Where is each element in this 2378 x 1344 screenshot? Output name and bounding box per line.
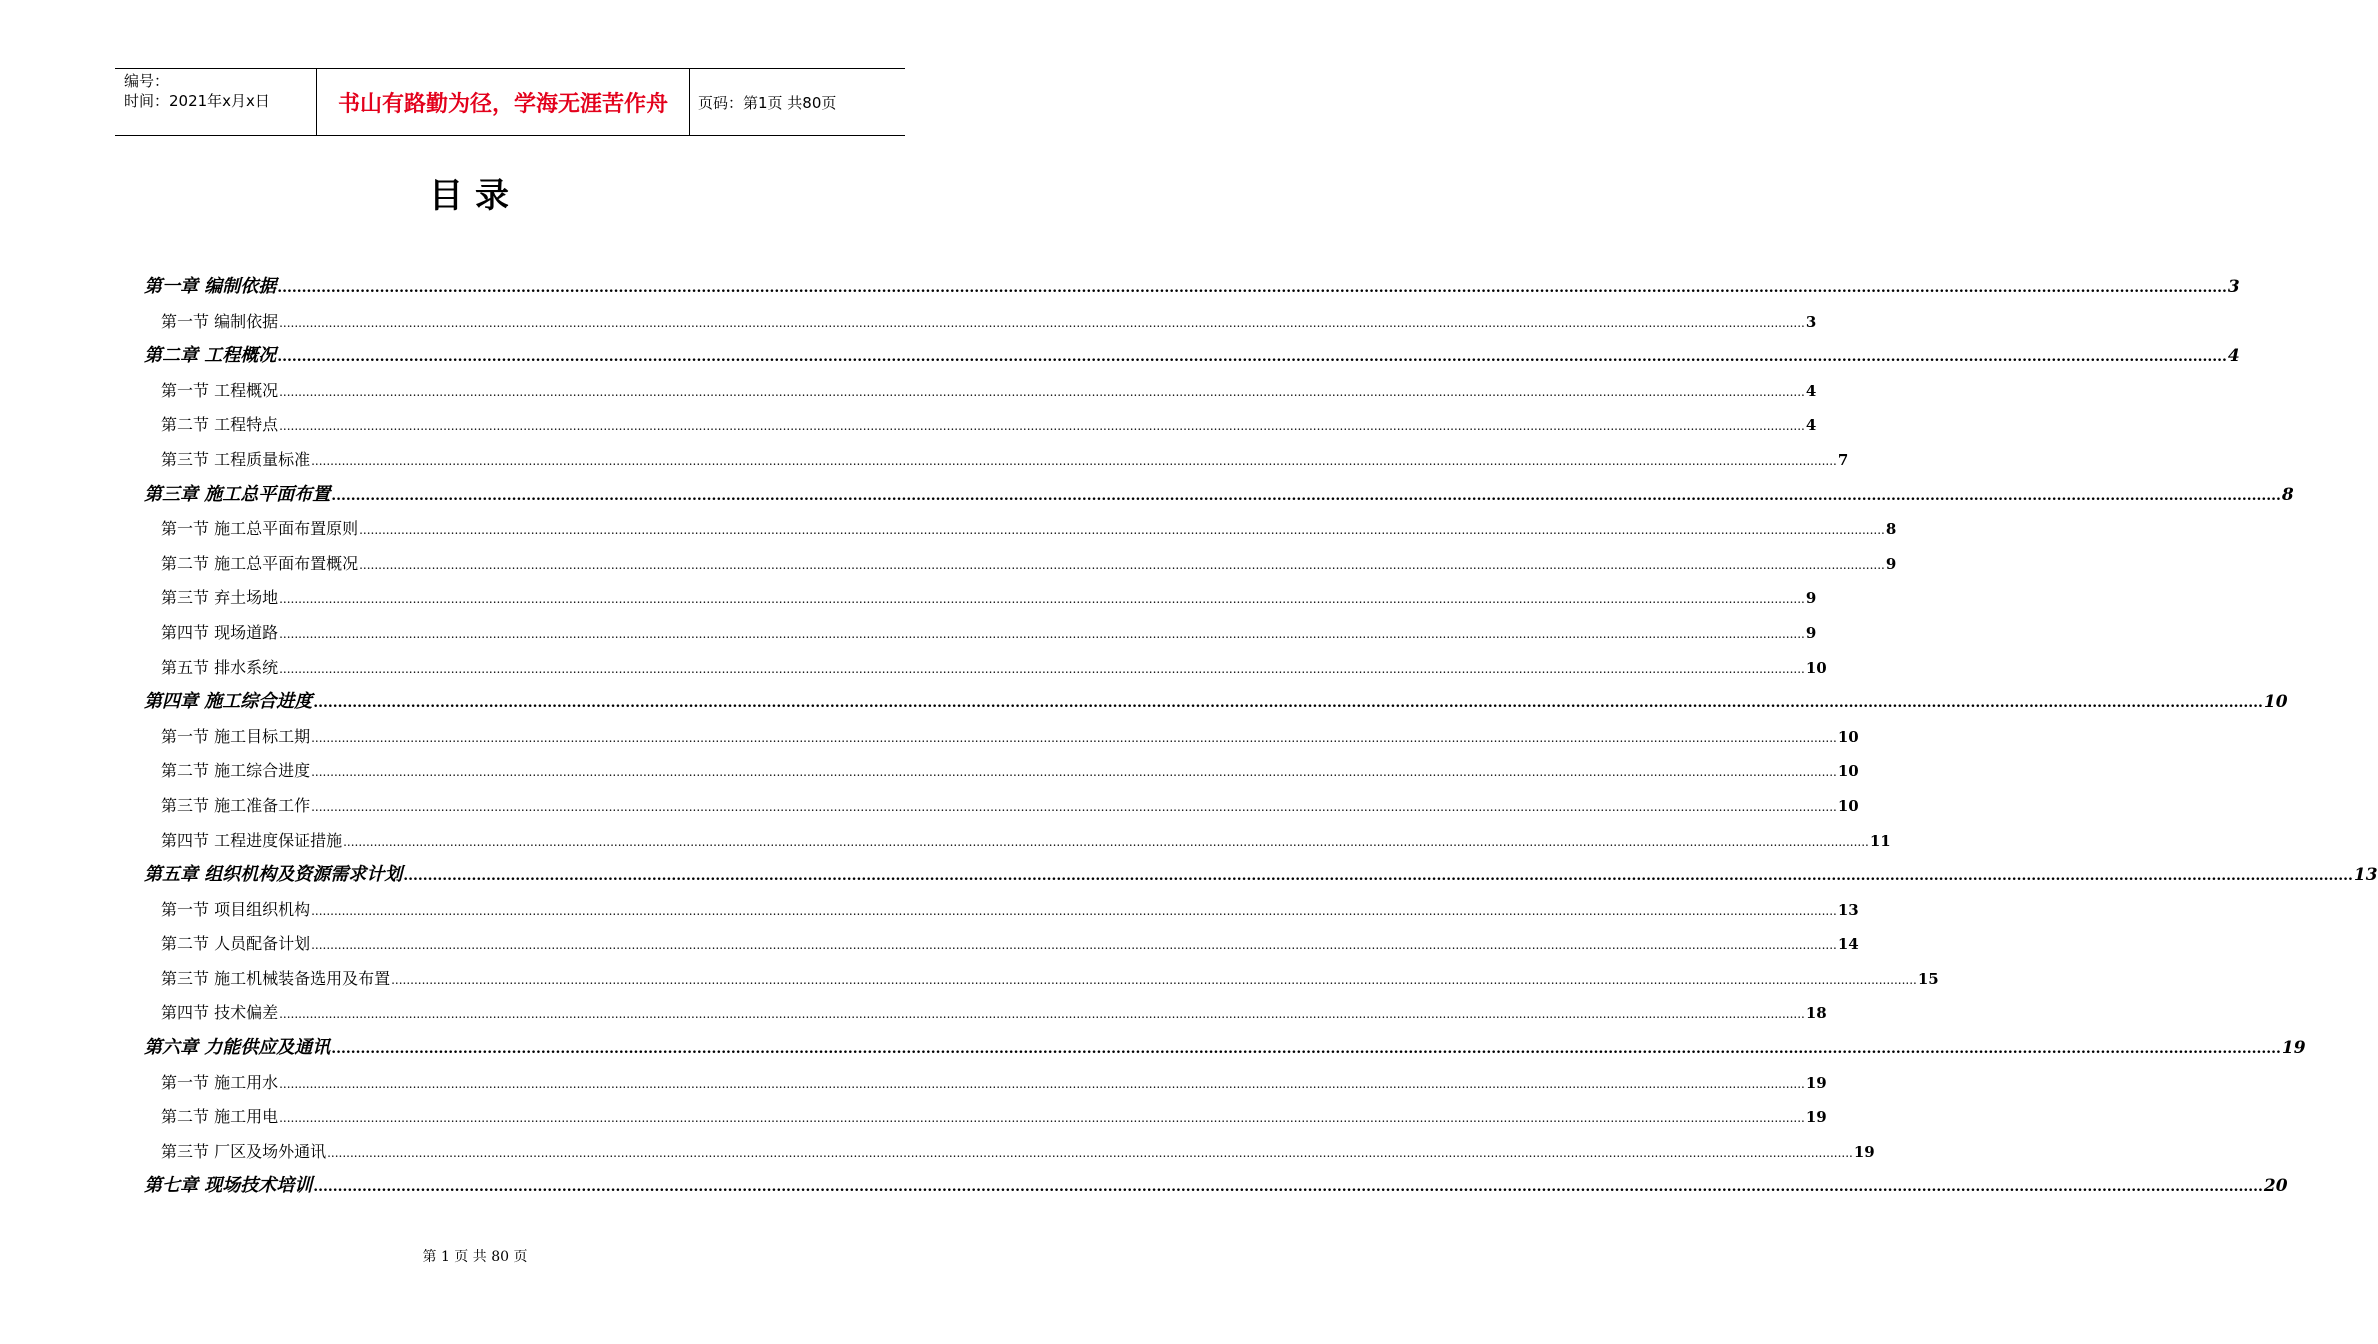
toc-entry-page-number: 11	[1869, 831, 1891, 850]
toc-entry-page-number: 4	[2227, 346, 2240, 367]
toc-section-entry[interactable]	[144, 408, 1817, 443]
toc-section-entry[interactable]	[144, 374, 1817, 409]
toc-chapter-entry[interactable]	[144, 339, 2240, 374]
toc-entry-page-number: 9	[1805, 589, 1817, 608]
toc-section-entry[interactable]	[144, 651, 1827, 686]
toc-entry-label: 第四节 技术偏差	[161, 1003, 279, 1023]
toc-entry-page-number: 9	[1805, 623, 1817, 642]
toc-dot-leader: ................................................................................................................................................................................................................................................................................................................................................................................................................	[331, 1041, 2281, 1058]
toc-entry-label: 第一章 编制依据	[144, 276, 277, 297]
toc-entry-page-number: 13	[1837, 900, 1859, 919]
toc-entry-page-number: 10	[1837, 762, 1859, 781]
toc-dot-leader: ................................................................................................................................................................................................................................................................................................................................................................................................................	[311, 938, 1837, 953]
toc-entry-label: 第二节 施工总平面布置概况	[161, 553, 359, 573]
toc-entry-label: 第三节 工程质量标准	[161, 449, 311, 469]
toc-entry-label: 第五章 组织机构及资源需求计划	[144, 864, 403, 886]
toc-entry-page-number: 10	[1837, 796, 1859, 815]
toc-section-entry[interactable]	[144, 1135, 1875, 1170]
toc-entry-label: 第二节 施工综合进度	[161, 761, 311, 781]
toc-chapter-entry[interactable]	[144, 478, 2294, 513]
toc-entry-label: 第三节 施工准备工作	[161, 795, 311, 815]
toc-dot-leader: ................................................................................................................................................................................................................................................................................................................................................................................................................	[311, 799, 1837, 814]
toc-dot-leader: ................................................................................................................................................................................................................................................................................................................................................................................................................	[343, 834, 1869, 849]
toc-dot-leader: ................................................................................................................................................................................................................................................................................................................................................................................................................	[391, 972, 1917, 987]
page-header	[115, 68, 905, 136]
toc-dot-leader: ................................................................................................................................................................................................................................................................................................................................................................................................................	[279, 384, 1805, 399]
toc-entry-page-number: 8	[2281, 484, 2294, 505]
toc-section-entry[interactable]	[144, 789, 1859, 824]
toc-entry-page-number: 10	[1837, 727, 1859, 746]
toc-dot-leader: ................................................................................................................................................................................................................................................................................................................................................................................................................	[279, 1111, 1805, 1126]
toc-dot-leader: ................................................................................................................................................................................................................................................................................................................................................................................................................	[279, 661, 1805, 676]
toc-dot-leader: ................................................................................................................................................................................................................................................................................................................................................................................................................	[327, 1145, 1853, 1160]
toc-entry-page-number: 13	[2353, 865, 2378, 886]
toc-entry-page-number: 7	[1837, 450, 1849, 469]
header-page-label: 页码：第1页 共80页	[698, 93, 837, 112]
toc-dot-leader: ................................................................................................................................................................................................................................................................................................................................................................................................................	[311, 765, 1837, 780]
toc-entry-label: 第一节 施工用水	[161, 1072, 279, 1092]
toc-dot-leader: ................................................................................................................................................................................................................................................................................................................................................................................................................	[311, 453, 1837, 468]
toc-entry-label: 第四节 工程进度保证措施	[161, 830, 343, 850]
toc-entry-page-number: 19	[1853, 1142, 1875, 1161]
toc-entry-label: 第七章 现场技术培训	[144, 1175, 313, 1197]
toc-entry-page-number: 4	[1805, 381, 1817, 400]
toc-entry-label: 第二章 工程概况	[144, 345, 277, 367]
toc-section-entry[interactable]	[144, 616, 1817, 651]
toc-entry-page-number: 19	[1805, 1108, 1827, 1127]
toc-entry-page-number: 19	[2281, 1038, 2306, 1059]
toc-entry-label: 第三节 弃土场地	[161, 588, 279, 608]
toc-dot-leader: ................................................................................................................................................................................................................................................................................................................................................................................................................	[279, 1076, 1805, 1091]
toc-entry-page-number: 19	[1805, 1073, 1827, 1092]
toc-entry-page-number: 3	[1805, 312, 1817, 331]
toc-dot-leader: ................................................................................................................................................................................................................................................................................................................................................................................................................	[313, 695, 2263, 712]
toc-dot-leader: ................................................................................................................................................................................................................................................................................................................................................................................................................	[331, 487, 2281, 504]
toc-entry-page-number: 10	[1805, 658, 1827, 677]
toc-entry-label: 第四章 施工综合进度	[144, 691, 313, 713]
toc-chapter-entry[interactable]	[144, 1169, 2288, 1204]
toc-entry-page-number: 14	[1837, 935, 1859, 954]
toc-section-entry[interactable]	[144, 927, 1859, 962]
toc-entry-page-number: 18	[1805, 1004, 1827, 1023]
header-time-label: 时间：2021年x月x日	[124, 92, 270, 110]
toc-dot-leader: ................................................................................................................................................................................................................................................................................................................................................................................................................	[277, 349, 2227, 366]
toc-section-entry[interactable]	[144, 443, 1849, 478]
toc-dot-leader: ................................................................................................................................................................................................................................................................................................................................................................................................................	[359, 523, 1885, 538]
toc-section-entry[interactable]	[144, 893, 1859, 928]
toc-entry-page-number: 20	[2263, 1176, 2288, 1197]
toc-dot-leader: ................................................................................................................................................................................................................................................................................................................................................................................................................	[279, 1007, 1805, 1022]
toc-entry-label: 第二节 人员配备计划	[161, 934, 311, 954]
toc-section-entry[interactable]	[144, 1100, 1827, 1135]
toc-entry-label: 第一节 项目组织机构	[161, 899, 311, 919]
toc-entry-label: 第二节 施工用电	[161, 1107, 279, 1127]
toc-entry-label: 第三节 施工机械装备选用及布置	[161, 968, 391, 988]
header-number-label: 编号：	[124, 72, 170, 90]
toc-entry-label: 第一节 工程概况	[161, 380, 279, 400]
toc-section-entry[interactable]	[144, 1066, 1827, 1101]
toc-dot-leader: ................................................................................................................................................................................................................................................................................................................................................................................................................	[403, 868, 2353, 885]
toc-entry-label: 第五节 排水系统	[161, 657, 279, 677]
toc-entry-page-number: 8	[1885, 520, 1897, 539]
toc-entry-page-number: 3	[2227, 277, 2240, 297]
toc-dot-leader: ................................................................................................................................................................................................................................................................................................................................................................................................................	[359, 557, 1885, 572]
header-meta	[115, 69, 316, 135]
page-title: 目录	[429, 176, 521, 216]
toc-entry-label: 第一节 编制依据	[161, 311, 279, 331]
toc-dot-leader: ................................................................................................................................................................................................................................................................................................................................................................................................................	[313, 1179, 2263, 1196]
toc-dot-leader: ................................................................................................................................................................................................................................................................................................................................................................................................................	[279, 626, 1805, 641]
toc-section-entry[interactable]	[144, 996, 1827, 1031]
toc-entry-page-number: 9	[1885, 554, 1897, 573]
toc-chapter-entry[interactable]	[144, 858, 2378, 893]
toc-section-entry[interactable]	[144, 824, 1891, 859]
toc-dot-leader: ................................................................................................................................................................................................................................................................................................................................................................................................................	[279, 419, 1805, 434]
toc-entry-label: 第六章 力能供应及通讯	[144, 1037, 331, 1059]
toc-dot-leader: ................................................................................................................................................................................................................................................................................................................................................................................................................	[279, 315, 1805, 330]
table-of-contents	[144, 270, 2378, 1204]
toc-dot-leader: ................................................................................................................................................................................................................................................................................................................................................................................................................	[311, 903, 1837, 918]
toc-dot-leader: ................................................................................................................................................................................................................................................................................................................................................................................................................	[277, 280, 2227, 296]
toc-entry-page-number: 15	[1917, 969, 1939, 988]
toc-entry-label: 第三节 厂区及场外通讯	[161, 1141, 327, 1161]
toc-section-entry[interactable]	[144, 305, 1817, 340]
toc-section-entry[interactable]	[144, 581, 1817, 616]
page-footer: 第 1 页 共 80 页	[422, 1249, 528, 1265]
toc-chapter-entry[interactable]	[144, 685, 2288, 720]
toc-entry-page-number: 4	[1805, 416, 1817, 435]
toc-dot-leader: ................................................................................................................................................................................................................................................................................................................................................................................................................	[279, 592, 1805, 607]
toc-entry-label: 第二节 工程特点	[161, 415, 279, 435]
toc-chapter-entry[interactable]	[144, 270, 2240, 305]
toc-section-entry[interactable]	[144, 754, 1859, 789]
toc-entry-label: 第三章 施工总平面布置	[144, 483, 331, 505]
toc-entry-label: 第一节 施工总平面布置原则	[161, 519, 359, 539]
toc-chapter-entry[interactable]	[144, 1031, 2306, 1066]
header-motto: 书山有路勤为径，学海无涯苦作舟	[316, 69, 690, 135]
toc-section-entry[interactable]	[144, 512, 1897, 547]
toc-entry-page-number: 10	[2263, 692, 2288, 713]
toc-section-entry[interactable]	[144, 547, 1897, 582]
toc-section-entry[interactable]	[144, 962, 1939, 997]
toc-entry-label: 第四节 现场道路	[161, 622, 279, 642]
toc-dot-leader: ................................................................................................................................................................................................................................................................................................................................................................................................................	[311, 730, 1837, 745]
toc-entry-label: 第一节 施工目标工期	[161, 726, 311, 746]
toc-section-entry[interactable]	[144, 720, 1859, 755]
